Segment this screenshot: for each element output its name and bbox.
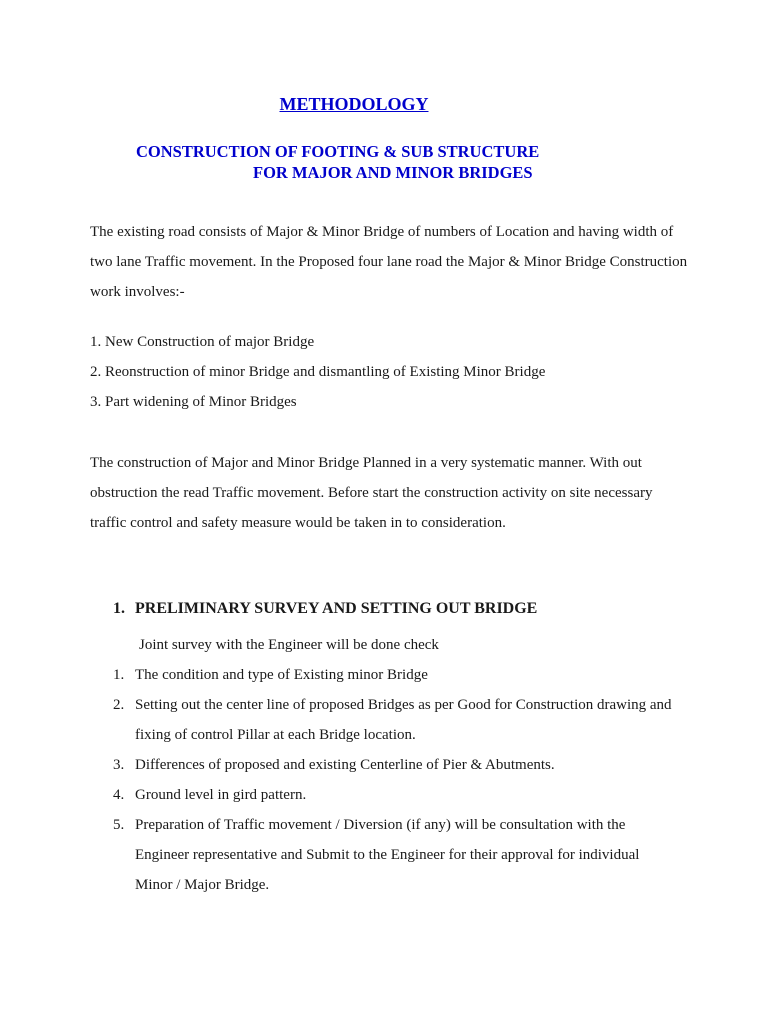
page-title: METHODOLOGY [279, 94, 429, 114]
list-item-text: Ground level in gird pattern. [135, 787, 307, 803]
list-item-number: 2. [113, 697, 125, 713]
section-intro: Joint survey with the Engineer will be done check [139, 637, 439, 653]
list-item [113, 780, 673, 810]
section-heading [113, 600, 537, 618]
list-item [113, 690, 673, 750]
list-item-text: Setting out the center line of proposed Bridges as per Good for Construction drawing and fixing of control Pillar at each Bridge location. [135, 697, 672, 743]
section-number: 1. [113, 600, 125, 617]
subtitle-line-1: CONSTRUCTION OF FOOTING & SUB STRUCTURE [136, 142, 540, 161]
work-items-list [90, 327, 545, 417]
list-item-text: The condition and type of Existing minor Bridge [135, 667, 428, 683]
list-item: 2. Reonstruction of minor Bridge and dismantling of Existing Minor Bridge [90, 364, 546, 380]
list-item-number: 4. [113, 787, 125, 803]
list-item: 1. New Construction of major Bridge [90, 334, 315, 350]
planning-paragraph: The construction of Major and Minor Bridge Planned in a very systematic manner. With out obstruction the read Traffic movement. Before start the construction activity on site necessary traffic control and safety measure would be taken in to consideration. [90, 455, 653, 531]
list-item [113, 750, 673, 780]
list-item [113, 810, 673, 900]
list-item: 3. Part widening of Minor Bridges [90, 394, 297, 410]
list-item-number: 5. [113, 817, 125, 833]
survey-items-list [113, 660, 673, 900]
intro-paragraph: The existing road consists of Major & Minor Bridge of numbers of Location and having width of two lane Traffic movement. In the Proposed four lane road the Major & Minor Bridge Construction work involves:- [90, 224, 688, 300]
list-item-text: Differences of proposed and existing Centerline of Pier & Abutments. [135, 757, 555, 773]
list-item-number: 3. [113, 757, 125, 773]
subtitle-line-2: FOR MAJOR AND MINOR BRIDGES [253, 163, 533, 182]
list-item-text: Preparation of Traffic movement / Diversion (if any) will be consultation with the Engineer representative and Submit to the Engineer for their approval for individual Minor / Major Bridge. [135, 817, 640, 893]
list-item-number: 1. [113, 667, 125, 683]
list-item [113, 660, 673, 690]
section-heading-text: PRELIMINARY SURVEY AND SETTING OUT BRIDGE [135, 600, 538, 617]
